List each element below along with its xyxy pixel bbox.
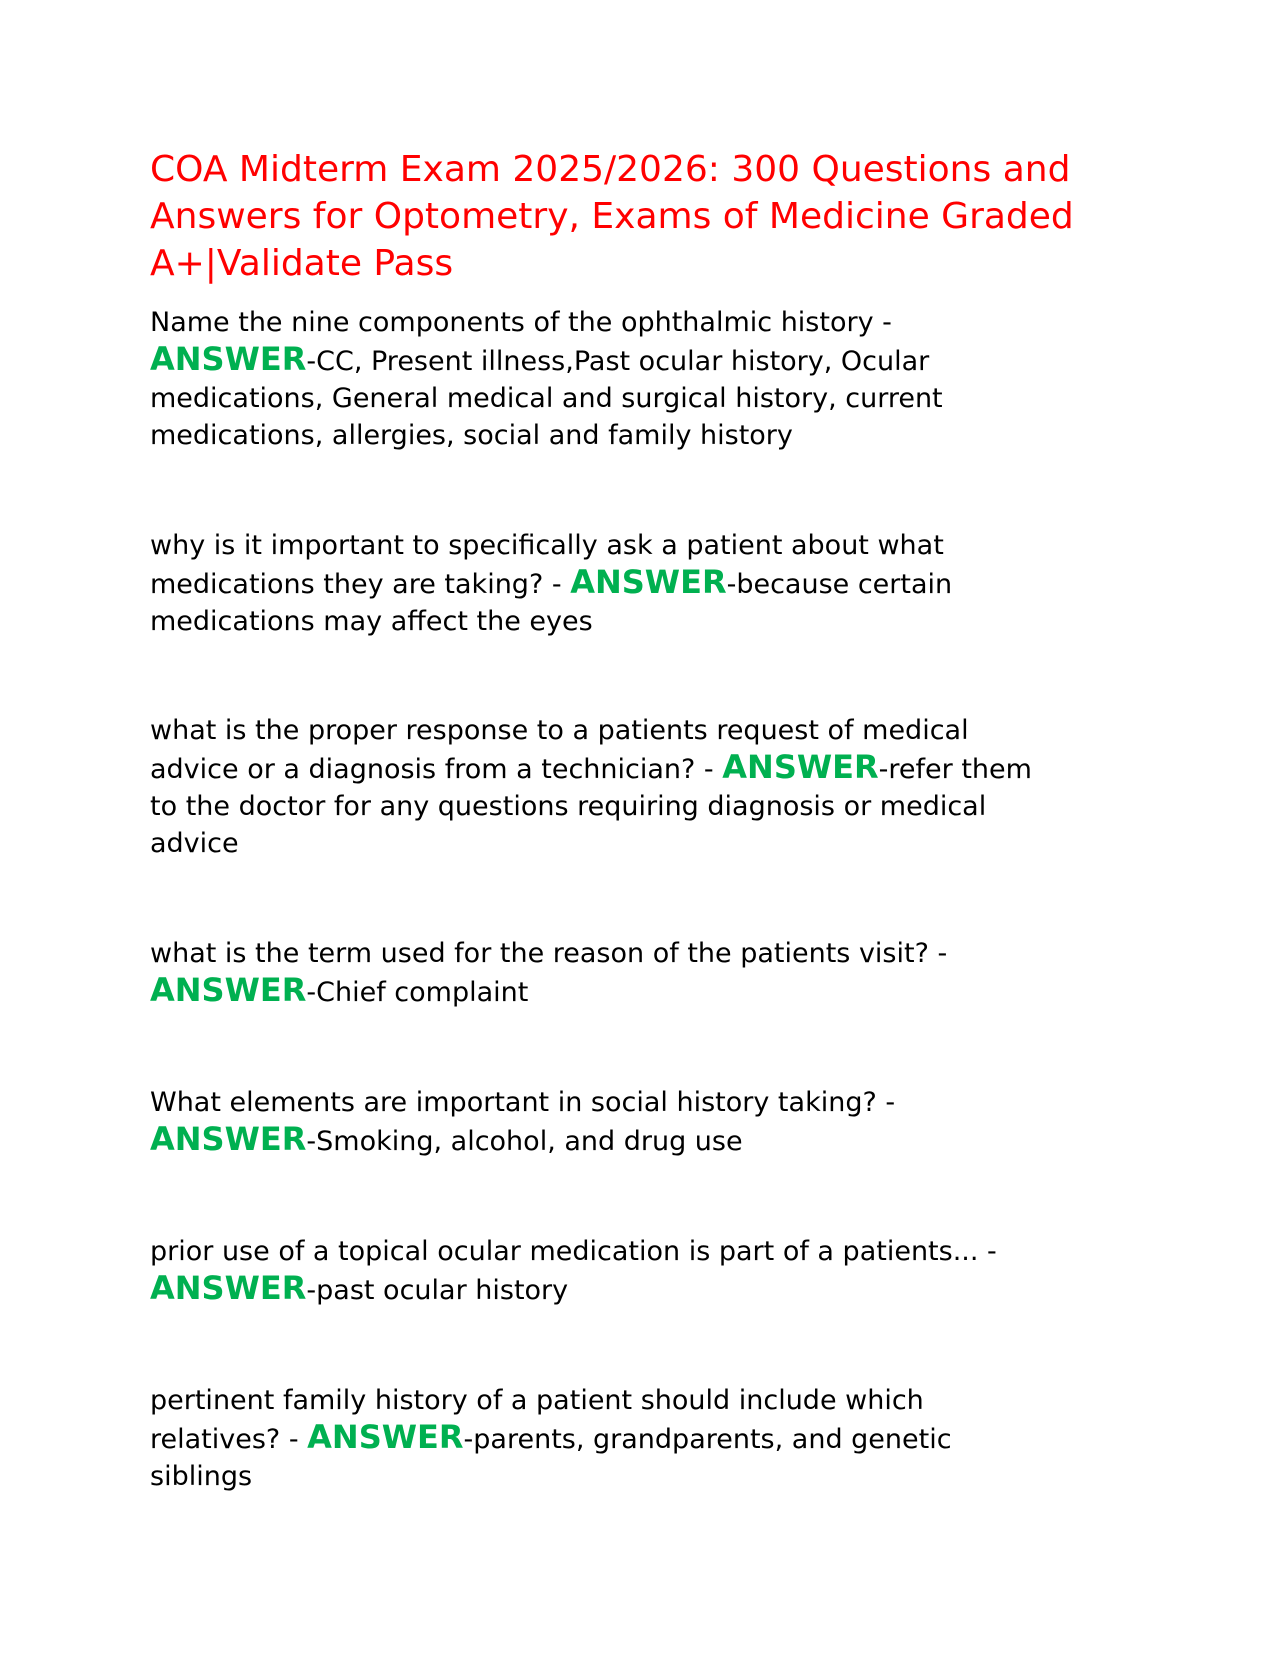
answer-text: -because certain medications may affect the eyes bbox=[150, 569, 953, 637]
question-text: what is the proper response to a patients request of medical advice or a diagnosis from a technician? - bbox=[150, 715, 969, 785]
answer-keyword: ANSWER bbox=[307, 1418, 464, 1456]
answer-keyword: ANSWER bbox=[570, 563, 727, 601]
question-text: why is it important to specifically ask a patient about what medications they are taking? - bbox=[150, 530, 944, 600]
document-page bbox=[150, 0, 1130, 1656]
qa-item-1 bbox=[150, 304, 1130, 454]
qa-item-3 bbox=[150, 712, 1130, 862]
answer-keyword: ANSWER bbox=[150, 971, 307, 1009]
qa-item-7 bbox=[150, 1382, 1130, 1495]
question-text: pertinent family history of a patient should include which relatives? - bbox=[150, 1385, 924, 1455]
question-text: prior use of a topical ocular medication is part of a patients... - bbox=[150, 1236, 997, 1267]
answer-text: -Chief complaint bbox=[306, 977, 529, 1008]
question-text: What elements are important in social history taking? - bbox=[150, 1087, 896, 1118]
answer-keyword: ANSWER bbox=[150, 340, 307, 378]
qa-item-2 bbox=[150, 527, 1130, 640]
answer-text: -refer them to the doctor for any questions requiring diagnosis or medical advice bbox=[150, 754, 1032, 859]
answer-keyword: ANSWER bbox=[150, 1120, 307, 1158]
answer-text: -past ocular history bbox=[306, 1275, 569, 1306]
document-title: COA Midterm Exam 2025/2026: 300 Questions and Answers for Optometry, Exams of Medicine Graded A+|Validate Pass bbox=[150, 149, 1074, 284]
answer-text: -Smoking, alcohol, and drug use bbox=[306, 1126, 743, 1157]
answer-text: -parents, grandparents, and genetic siblings bbox=[150, 1424, 952, 1492]
answer-keyword: ANSWER bbox=[150, 1269, 307, 1307]
qa-item-4 bbox=[150, 935, 1130, 1011]
qa-item-5 bbox=[150, 1084, 1130, 1160]
question-text: Name the nine components of the ophthalmic history - bbox=[150, 307, 892, 338]
qa-item-6 bbox=[150, 1233, 1130, 1309]
answer-text: -CC, Present illness,Past ocular history, Ocular medications, General medical and surgical history, current medications, allergies, social and family history bbox=[150, 346, 943, 451]
question-text: what is the term used for the reason of the patients visit? - bbox=[150, 938, 948, 969]
answer-keyword: ANSWER bbox=[722, 748, 879, 786]
